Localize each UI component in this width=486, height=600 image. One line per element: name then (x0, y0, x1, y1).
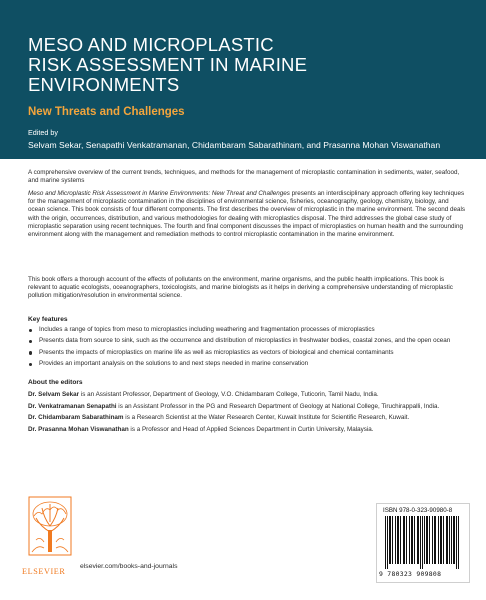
key-feature-item (28, 337, 468, 345)
barcode-bars-icon (383, 516, 463, 569)
publisher-website: elsevier.com/books-and-journals (80, 563, 178, 570)
editor-description: is a Research Scientist at the Water Research Center, Kuwait Institute for Scientific Research, Kuwait. (123, 414, 410, 422)
barcode-digits: 9 780323 909808 (379, 570, 442, 578)
elsevier-tree-logo-icon (28, 496, 72, 556)
key-feature-text: Presents the impacts of microplastics on marine life as well as microplastics as vectors of biological and chemical contaminants (39, 348, 394, 356)
description-body: presents an interdisciplinary approach offering key techniques for the management of microplastic contamination in the disciplines of environmental science, fisheries, oceanography, geology, chemistry, biology, and ocean science. This book consists of four different components. The first describes the overview of microplastic in the marine environment. The second deals with the origin, occurrences, distribution, and various methodologies for dealing with microplastics disposal. The third addresses the global case study of microplastic separation using recent techniques. The fourth and final component discusses the impact of microplastics on human health and the surrounding environment along with the management and remediation methods to control microplastic contamination in the marine environment. (28, 190, 466, 239)
description-book-title: Meso and Microplastic Risk Assessment in Marine Environments: New Threat and Challenges (28, 190, 290, 197)
isbn-barcode (376, 503, 470, 583)
description-paragraph (28, 190, 466, 239)
about-editors-list (28, 391, 468, 437)
intro-paragraph: A comprehensive overview of the current trends, techniques, and methods for the management of microplastic contamination in sediments, water, seafood, and marine systems (28, 169, 460, 185)
bullet-icon (29, 363, 32, 366)
editor-name: Dr. Venkatramanan Senapathi (28, 402, 117, 410)
editor-name: Dr. Chidambaram Sabarathinam (28, 414, 124, 422)
key-features-list (28, 326, 468, 372)
bullet-icon (29, 329, 32, 332)
key-feature-item (28, 360, 468, 368)
editor-name: Dr. Prasanna Mohan Viswanathan (28, 425, 129, 433)
editor-description: is a Professor and Head of Applied Sciences Department in Curtin University, Malaysia. (128, 425, 374, 433)
editor-bio (28, 403, 468, 411)
title-line-2: RISK ASSESSMENT IN MARINE (28, 54, 308, 75)
key-feature-text: Provides an important analysis on the solutions to and next steps needed in marine conservation (39, 360, 309, 368)
key-feature-item (28, 349, 468, 357)
key-feature-text: Presents data from source to sink, such as the occurrence and distribution of microplastics in freshwater bodies, coastal zones, and the open ocean (39, 337, 451, 345)
editor-bio (28, 414, 468, 422)
elsevier-wordmark: ELSEVIER (22, 567, 66, 576)
editor-bio (28, 391, 468, 399)
key-feature-item (28, 326, 468, 334)
editor-description: is an Assistant Professor in the PG and Research Department of Geology at National College, Tiruchirappalli, India. (116, 402, 440, 410)
isbn-number: ISBN 978-0-323-90980-8 (383, 507, 453, 514)
key-features-heading: Key features (28, 316, 68, 323)
book-title (28, 35, 468, 95)
audience-paragraph: This book offers a thorough account of the effects of pollutants on the environment, marine organisms, and the public health implications. This book is relevant to aquatic ecologists, oceanographers, toxicologists, and marine biologists as it helps in deriving a comprehensive understanding of microplastic pollution mitigation/resolution in environmental science. (28, 276, 453, 300)
book-subtitle: New Threats and Challenges (28, 106, 185, 118)
key-feature-text: Includes a range of topics from meso to microplastics including weathering and fragmentation processes of microplastics (39, 326, 375, 333)
bullet-icon (29, 351, 32, 354)
bullet-icon (29, 340, 32, 343)
editors-list: Selvam Sekar, Senapathi Venkatramanan, Chidambaram Sabarathinam, and Prasanna Mohan Viswanathan (28, 140, 441, 150)
editor-bio (28, 426, 468, 434)
title-line-1: MESO AND MICROPLASTIC (28, 34, 274, 55)
edited-by-label: Edited by (28, 128, 58, 137)
title-line-3: ENVIRONMENTS (28, 74, 180, 95)
editor-description: is an Assistant Professor, Department of Geology, V.O. Chidambaram College, Tuticorin, Tamil Nadu, India. (79, 391, 379, 398)
cover-header-band (0, 0, 486, 159)
about-editors-heading: About the editors (28, 379, 83, 386)
editor-name: Dr. Selvam Sekar (28, 391, 80, 398)
